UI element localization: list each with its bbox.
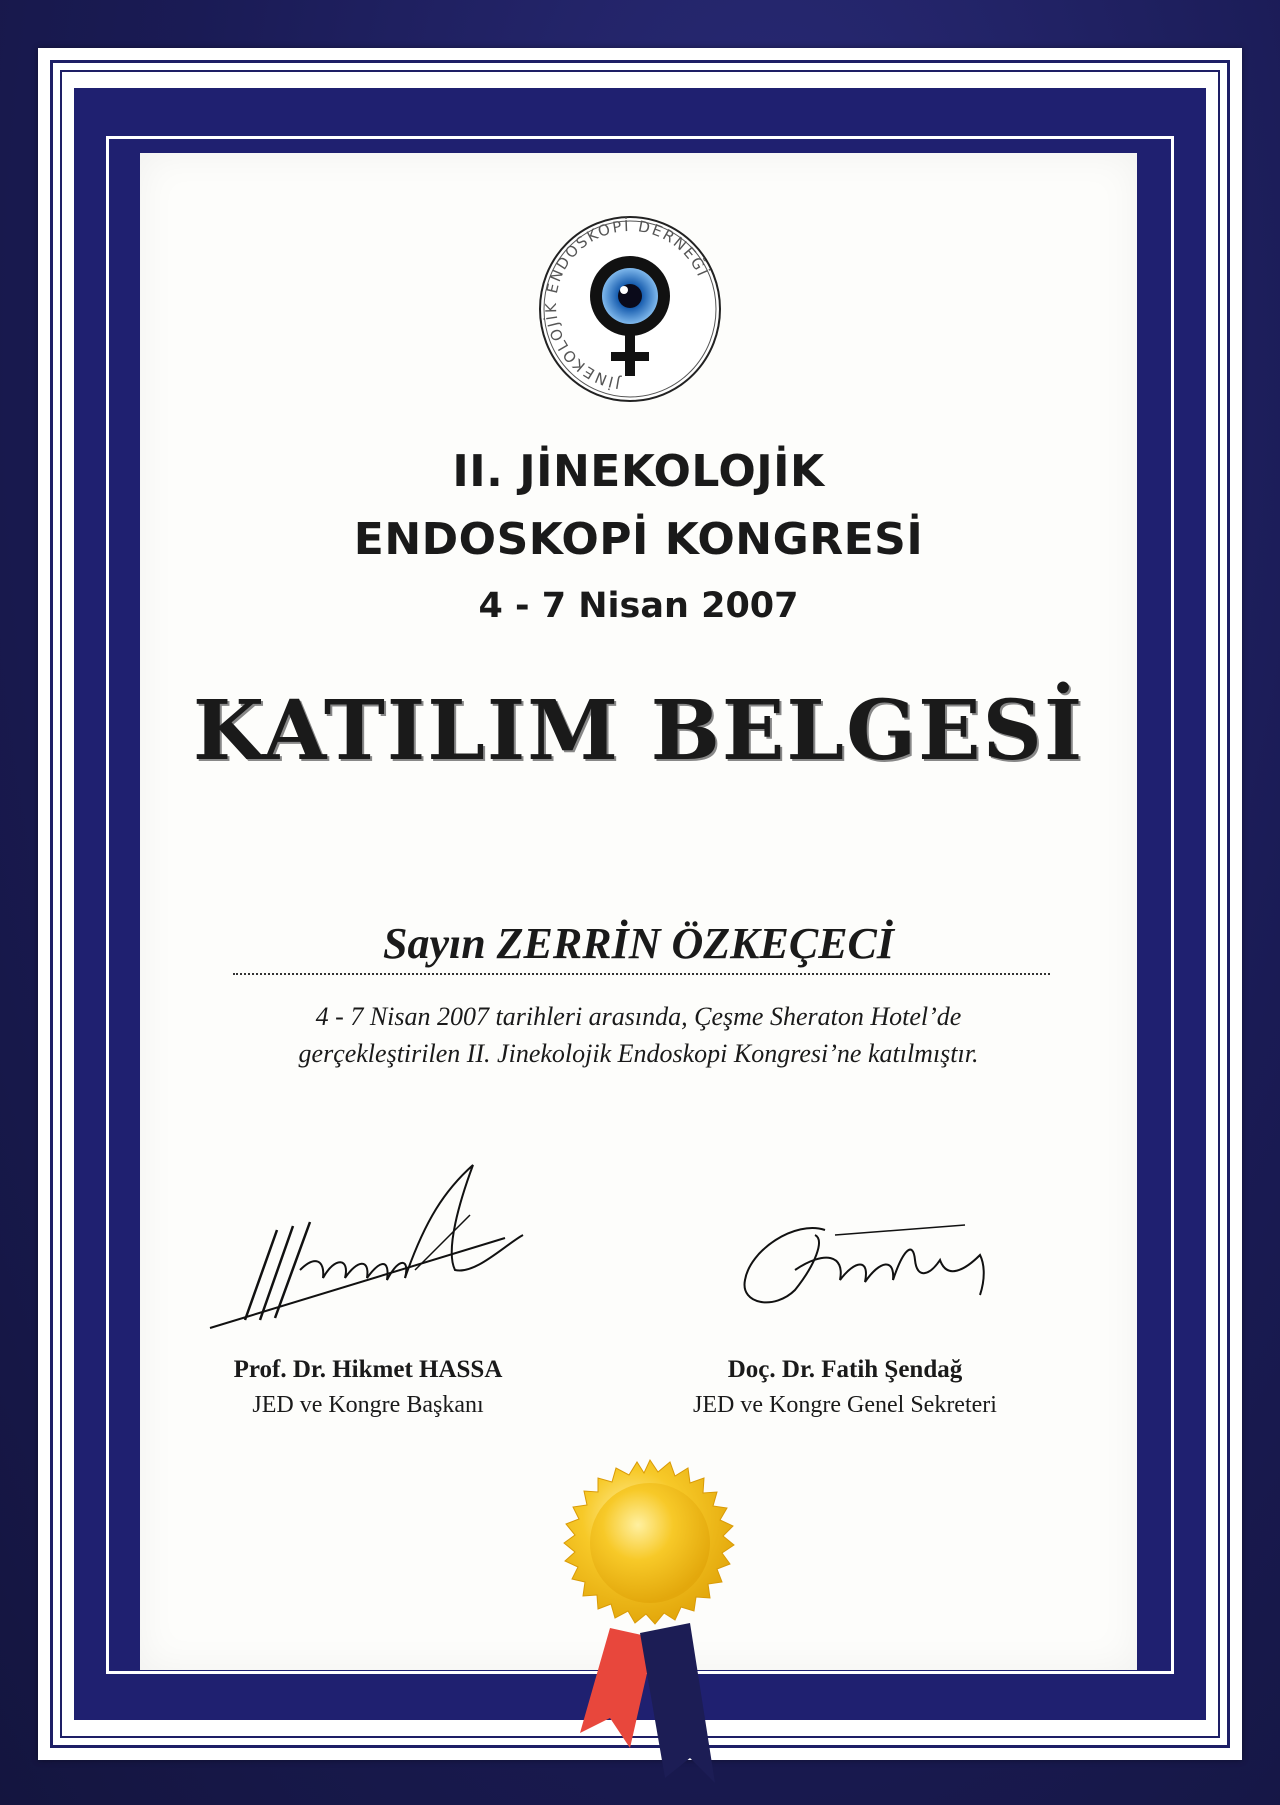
society-logo (537, 214, 723, 404)
congress-title-line2: ENDOSKOPİ KONGRESİ (353, 514, 924, 565)
signature-sendag (735, 1210, 1015, 1320)
gold-seal-icon (540, 1458, 760, 1798)
recipient-name: Sayın ZERRİN ÖZKEÇECİ (382, 919, 895, 968)
congress-date: 4 - 7 Nisan 2007 (478, 586, 799, 626)
certificate-body-line1: 4 - 7 Nisan 2007 tarihleri arasında, Çeşme Sheraton Hotel’de (315, 1002, 962, 1031)
ribbon-tails (580, 1623, 715, 1783)
signatory-name-1: Prof. Dr. Hikmet HASSA (233, 1356, 503, 1383)
seal-starburst (564, 1460, 734, 1624)
congress-title-line1: II. JİNEKOLOJİK (452, 446, 825, 497)
signatory-name-2: Doç. Dr. Fatih Şendağ (727, 1356, 963, 1383)
signatory-role-1: JED ve Kongre Başkanı (252, 1392, 484, 1418)
certificate-title: KATILIM BELGESİ (192, 683, 1085, 779)
certificate-body-line2: gerçekleştirilen II. Jinekolojik Endoskopi Kongresi’ne katılmıştır. (298, 1039, 979, 1068)
name-dotted-line (233, 973, 1050, 975)
signatory-role-2: JED ve Kongre Genel Sekreteri (693, 1392, 997, 1418)
signature-hassa (205, 1160, 525, 1340)
logo-ring-text: JİNEKOLOJİK ENDOSKOPİ DERNEĞİ (541, 216, 713, 393)
